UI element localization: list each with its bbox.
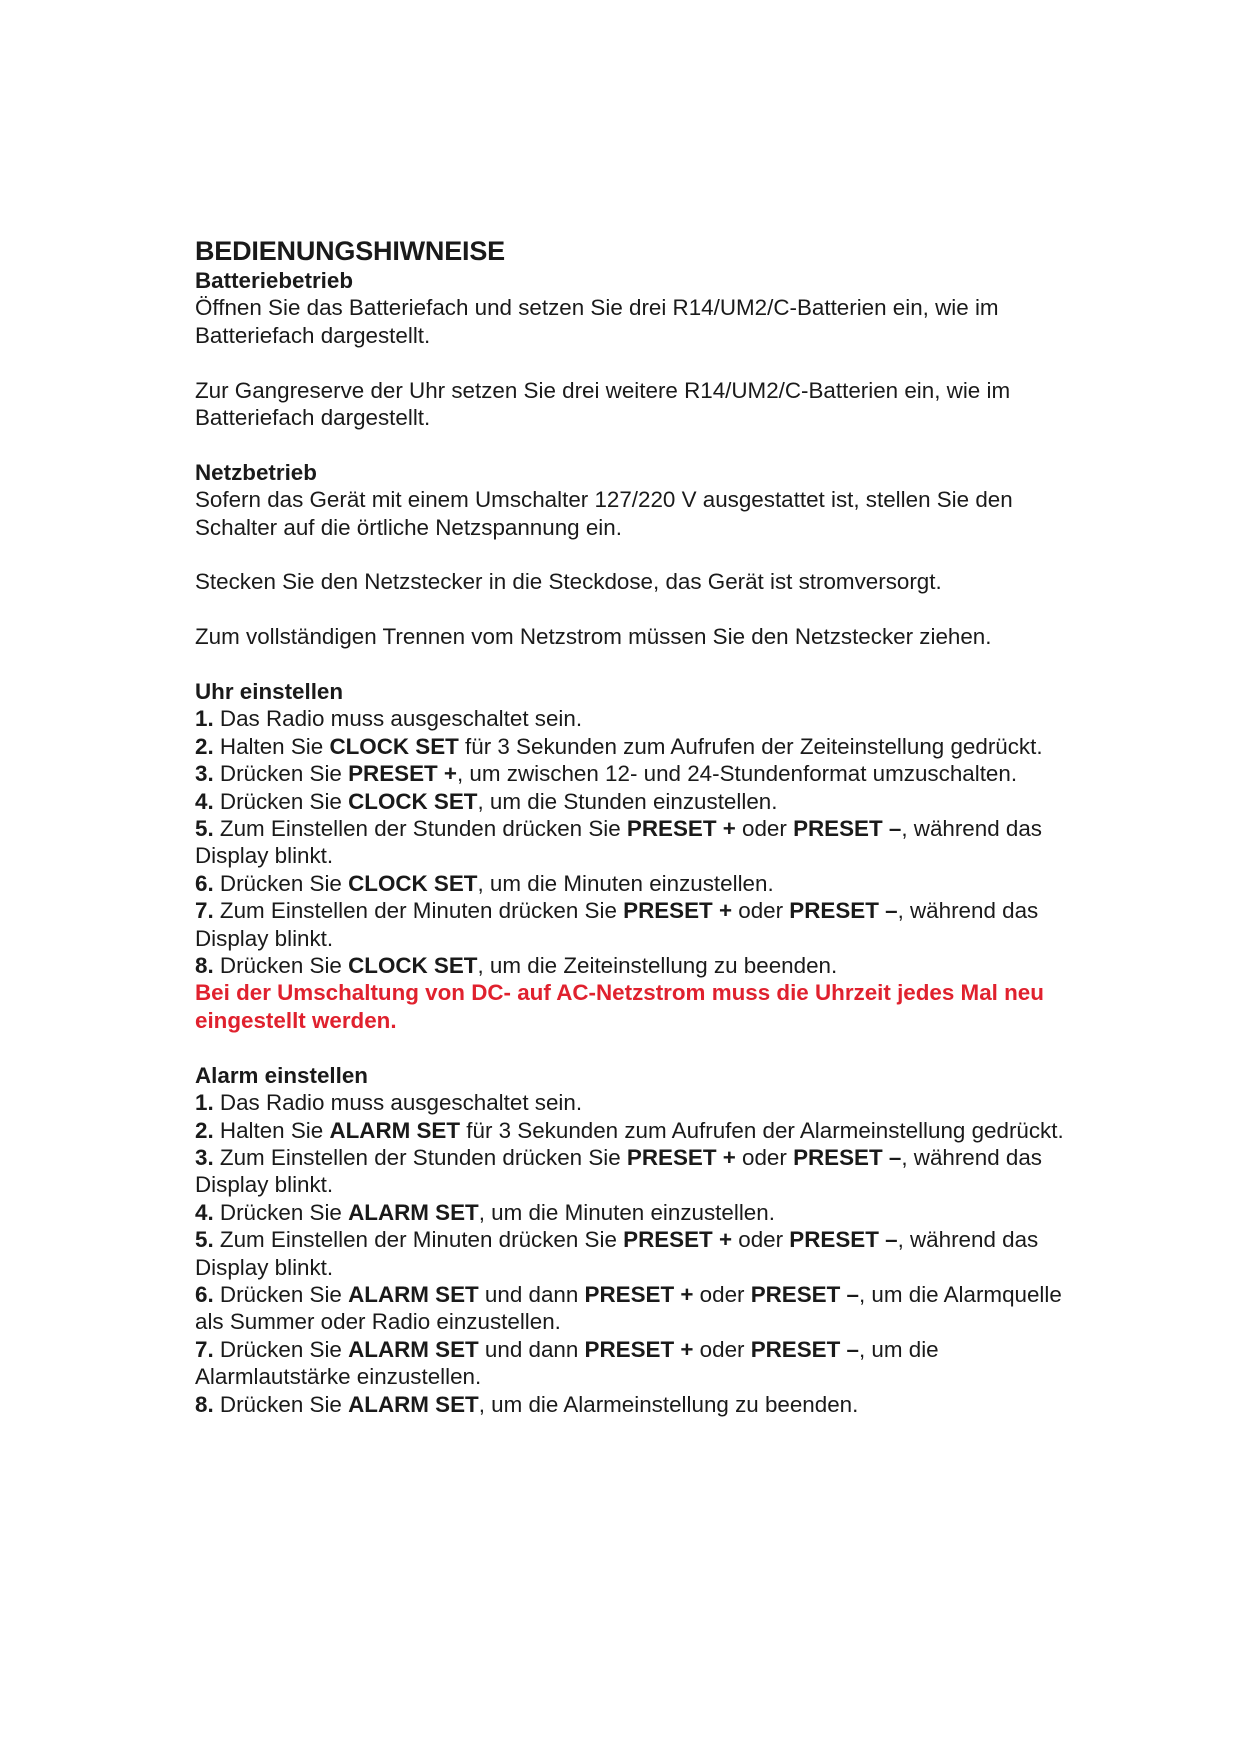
step-text: oder [732,898,790,924]
alarm-section [195,1062,1075,1418]
step-item [195,733,1075,760]
step-number: 8. [195,1391,214,1417]
step-text: Zum Einstellen der Minuten drücken Sie [213,898,624,924]
step-number: 3. [195,1144,214,1170]
mains-paragraph-3: Zum vollständigen Trennen vom Netzstrom müssen Sie den Netzstecker ziehen. [195,624,992,650]
step-number: 1. [195,706,214,732]
key-label: PRESET + [584,1281,694,1307]
step-text: Drücken Sie [213,1391,349,1417]
step-text: Drücken Sie [213,761,349,787]
step-item [195,897,1075,952]
step-text: oder [693,1281,751,1307]
key-label: PRESET – [789,1227,898,1253]
key-label: ALARM SET [329,1117,461,1143]
step-text: Drücken Sie [213,788,349,814]
key-label: PRESET + [623,898,733,924]
step-number: 2. [195,733,214,759]
step-text: , während das Display blinkt. [195,898,1039,951]
step-number: 8. [195,953,214,979]
step-text: und dann [478,1336,585,1362]
step-text: für 3 Sekunden zum Aufrufen der Zeiteinstellung gedrückt. [458,733,1043,759]
step-item [195,788,1075,815]
step-item [195,870,1075,897]
key-label: PRESET + [623,1227,733,1253]
mains-heading: Netzbetrieb [195,459,317,485]
step-text: oder [735,1144,794,1170]
step-text: , während das Display blinkt. [195,1144,1042,1198]
step-item [195,1281,1075,1336]
step-text: und dann [478,1281,585,1307]
key-label: PRESET – [793,816,902,842]
step-text: oder [693,1336,751,1362]
key-label: CLOCK SET [348,870,478,896]
key-label: PRESET – [789,898,898,924]
step-text: Drücken Sie [213,1281,349,1307]
step-item [195,1199,1075,1226]
key-label: PRESET – [750,1281,859,1307]
step-text: Drücken Sie [213,1336,349,1362]
key-label: PRESET – [750,1336,859,1362]
step-text: für 3 Sekunden zum Aufrufen der Alarmeinstellung gedrückt. [460,1117,1064,1143]
step-text: Drücken Sie [213,1199,349,1225]
step-text: Zum Einstellen der Stunden drücken Sie [213,1144,627,1170]
step-item [195,1391,1075,1418]
step-number: 3. [195,761,214,787]
step-text: Zum Einstellen der Minuten drücken Sie [213,1227,624,1253]
battery-section [195,267,1075,431]
step-item [195,1089,1075,1116]
key-label: PRESET + [348,761,457,787]
step-item [195,815,1075,870]
key-label: CLOCK SET [348,953,478,979]
step-text: , um die Minuten einzustellen. [478,1199,775,1225]
step-item [195,1144,1075,1199]
key-label: PRESET – [793,1144,902,1170]
step-number: 2. [195,1117,214,1143]
step-number: 4. [195,1199,214,1225]
step-text: Das Radio muss ausgeschaltet sein. [213,1090,583,1116]
key-label: CLOCK SET [348,788,478,814]
step-text: , während das Display blinkt. [195,816,1042,869]
step-item [195,705,1075,732]
step-number: 6. [195,870,214,896]
key-label: CLOCK SET [329,733,459,759]
alarm-heading: Alarm einstellen [195,1062,368,1088]
step-text: , während das Display blinkt. [195,1227,1039,1280]
step-text: Drücken Sie [213,870,349,896]
step-item [195,952,1075,979]
step-text: Halten Sie [213,1117,330,1143]
clock-section [195,678,1075,1034]
battery-paragraph-1: Öffnen Sie das Batteriefach und setzen Sie drei R14/UM2/C-Batterien ein, wie im Batteriefach dargestellt. [195,295,999,348]
key-label: PRESET + [626,816,736,842]
step-text: Halten Sie [213,733,330,759]
key-label: PRESET + [626,1144,736,1170]
step-number: 1. [195,1090,214,1116]
step-text: , um die Alarmquelle als Summer oder Radio einzustellen. [195,1281,1062,1335]
document-title: BEDIENUNGSHIWNEISE [195,236,505,266]
step-number: 6. [195,1281,214,1307]
step-text: Zum Einstellen der Stunden drücken Sie [213,816,627,842]
step-number: 7. [195,1336,214,1362]
key-label: ALARM SET [348,1391,479,1417]
key-label: ALARM SET [348,1199,479,1225]
step-item [195,760,1075,787]
mains-section [195,459,1075,651]
step-text: , um die Zeiteinstellung zu beenden. [477,953,838,979]
key-label: ALARM SET [348,1281,479,1307]
step-item [195,1336,1075,1391]
step-text: , um die Minuten einzustellen. [477,870,774,896]
mains-paragraph-2: Stecken Sie den Netzstecker in die Steckdose, das Gerät ist stromversorgt. [195,569,942,595]
alarm-steps [195,1089,1075,1418]
step-number: 5. [195,1227,214,1253]
step-number: 7. [195,898,214,924]
step-text: , um zwischen 12- und 24-Stundenformat umzuschalten. [456,761,1018,787]
key-label: PRESET + [584,1336,694,1362]
clock-steps [195,705,1075,979]
step-number: 5. [195,816,214,842]
step-item [195,1226,1075,1281]
battery-paragraph-2: Zur Gangreserve der Uhr setzen Sie drei weitere R14/UM2/C-Batterien ein, wie im Batteriefach dargestellt. [195,377,1011,431]
step-text: , um die Alarmeinstellung zu beenden. [478,1391,859,1417]
step-text: Drücken Sie [213,953,349,979]
mains-paragraph-1: Sofern das Gerät mit einem Umschalter 127/220 V ausgestattet ist, stellen Sie den Schalter auf die örtliche Netzspannung ein. [195,487,1013,540]
step-text: Das Radio muss ausgeschaltet sein. [213,706,583,732]
battery-heading: Batteriebetrieb [195,268,354,293]
document-body [195,236,1075,1418]
step-text: oder [732,1227,790,1253]
clock-heading: Uhr einstellen [195,679,344,705]
clock-warning: Bei der Umschaltung von DC- auf AC-Netzstrom muss die Uhrzeit jedes Mal neu eingestellt werden. [195,980,1044,1033]
step-text: , um die Alarmlautstärke einzustellen. [195,1336,939,1390]
step-item [195,1117,1075,1144]
key-label: ALARM SET [348,1336,479,1362]
step-text: oder [735,816,794,842]
step-number: 4. [195,788,214,814]
step-text: , um die Stunden einzustellen. [477,788,778,814]
